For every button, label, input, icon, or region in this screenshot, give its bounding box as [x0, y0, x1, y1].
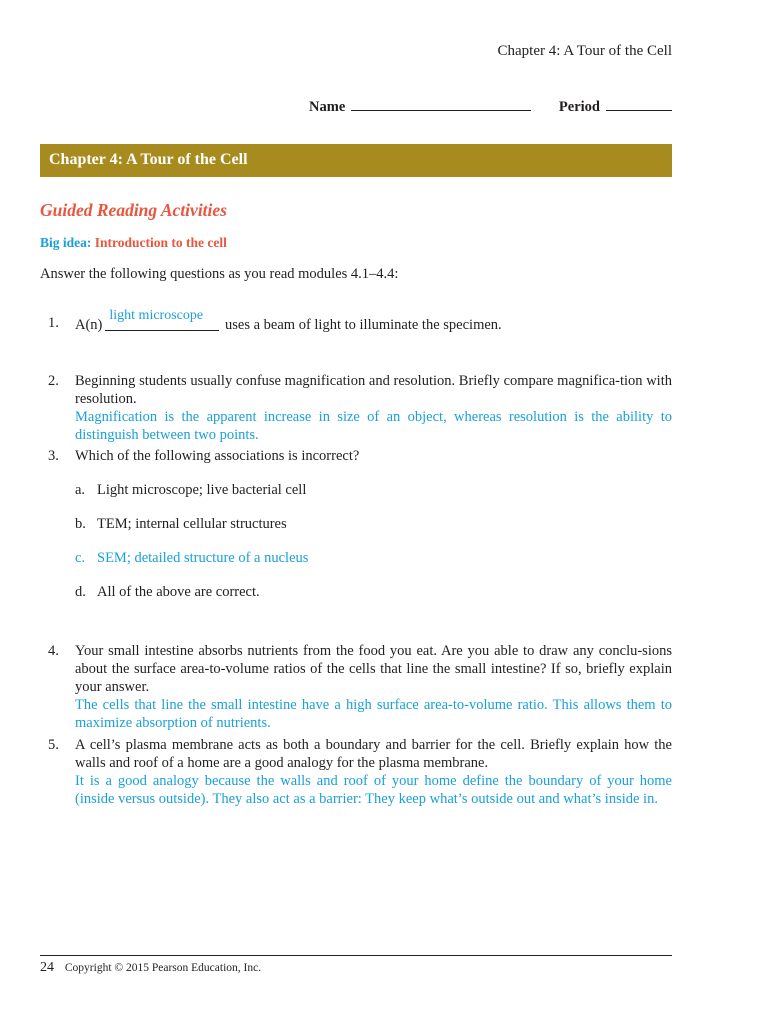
section-title: Guided Reading Activities	[40, 200, 227, 220]
name-label: Name	[309, 99, 346, 115]
answer-text: It is a good analogy because the walls and roof of your home define the boundary of your home (inside versus outside). They also act as a barrier: They keep what’s outside out and what’s inside in.	[75, 773, 672, 807]
footer-divider	[40, 955, 672, 956]
blank-answer: light microscope	[109, 308, 204, 323]
running-head: Chapter 4: A Tour of the Cell	[497, 43, 672, 59]
option-text: All of the above are correct.	[97, 584, 260, 600]
period-field	[606, 97, 672, 111]
answer-blank	[105, 308, 219, 331]
page-number: 24	[40, 960, 54, 975]
question-number: 5.	[48, 737, 59, 753]
chapter-banner: Chapter 4: A Tour of the Cell	[40, 144, 672, 177]
question-number: 1.	[48, 315, 59, 331]
option-text: Light microscope; live bacterial cell	[97, 482, 307, 498]
option-letter: d.	[75, 584, 86, 600]
big-idea-text: Introduction to the cell	[94, 235, 227, 250]
question-text: A cell’s plasma membrane acts as both a boundary and barrier for the cell. Briefly explain how the walls and roof of a home are a good analogy for the plasma membrane.	[75, 737, 672, 771]
option-letter: b.	[75, 516, 86, 532]
question-number: 4.	[48, 643, 59, 659]
option-b	[75, 515, 287, 533]
option-a	[75, 481, 306, 499]
copyright: Copyright © 2015 Pearson Education, Inc.	[64, 962, 262, 974]
question-4	[40, 642, 672, 732]
question-text: A(n)	[75, 317, 103, 333]
question-number: 2.	[48, 373, 59, 389]
option-c-correct	[75, 549, 308, 567]
name-period-line	[40, 97, 672, 116]
big-idea-label: Big idea:	[40, 235, 92, 250]
question-2	[40, 372, 672, 444]
name-field	[351, 97, 531, 111]
option-letter: c.	[75, 550, 86, 566]
question-number: 3.	[48, 448, 59, 464]
question-text: Beginning students usually confuse magnification and resolution. Briefly compare magnifica-tion with resolution.	[75, 373, 672, 407]
question-5	[40, 736, 672, 808]
intro-text: Answer the following questions as you read modules 4.1–4.4:	[40, 266, 399, 282]
option-text: SEM; detailed structure of a nucleus	[97, 550, 309, 566]
question-text: Which of the following associations is incorrect?	[75, 448, 360, 464]
question-3	[40, 447, 672, 465]
option-text: TEM; internal cellular structures	[97, 516, 287, 532]
question-text: Your small intestine absorbs nutrients from the food you eat. Are you able to draw any conclu-sions about the surface area-to-volume ratios of the cells that line the small intestine? If so, briefly explain your answer.	[75, 643, 672, 695]
answer-text: The cells that line the small intestine have a high surface area-to-volume ratio. This allows them to maximize absorption of nutrients.	[75, 697, 672, 731]
option-letter: a.	[75, 482, 86, 498]
question-text: uses a beam of light to illuminate the specimen.	[225, 317, 502, 333]
footer	[40, 960, 261, 976]
big-idea	[40, 235, 227, 251]
answer-text: Magnification is the apparent increase in size of an object, whereas resolution is the ability to distinguish between two points.	[75, 409, 672, 443]
option-d	[75, 583, 260, 601]
question-1	[40, 308, 672, 334]
period-label: Period	[558, 99, 600, 115]
